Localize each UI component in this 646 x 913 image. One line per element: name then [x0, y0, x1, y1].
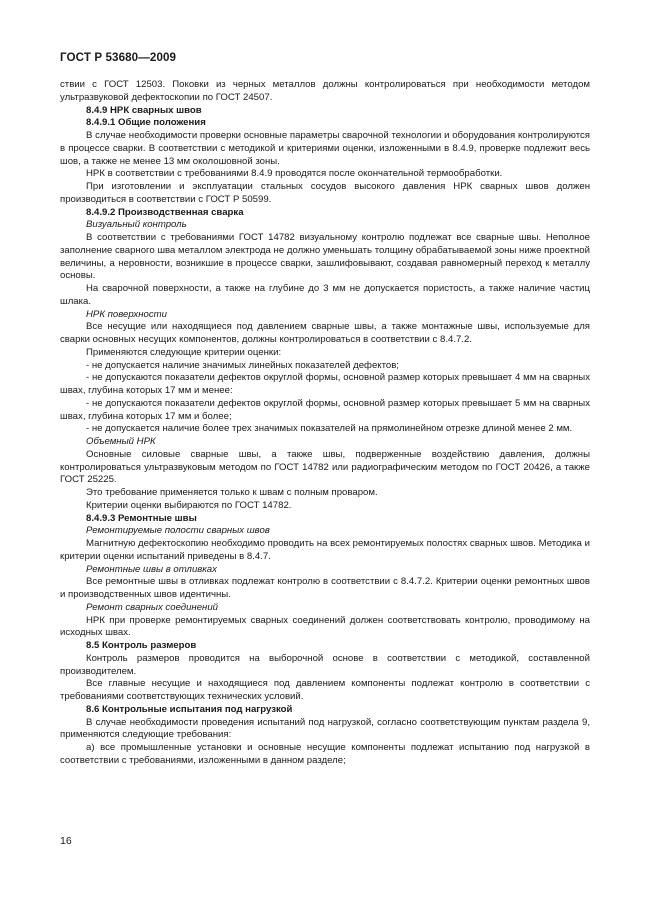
- paragraph: - не допускаются показатели дефектов округлой формы, основной размер которых превышает 4 мм на сварных швах, глубина которых 17 мм и менее:: [60, 372, 590, 396]
- paragraph: Все несущие или находящиеся под давлением сварные швы, а также монтажные швы, используемые для сварки основных несущих компонентов, должны контролироваться в соответствии с 8.4.7.2.: [60, 321, 590, 345]
- subsection-heading: Визуальный контроль: [86, 219, 187, 231]
- paragraph: Критерии оценки выбираются по ГОСТ 14782.: [86, 499, 292, 511]
- paragraph: - не допускается наличие более трех значимых показателей на прямолинейном отрезке длиной менее 2 мм.: [86, 423, 573, 435]
- subsection-heading: НРК поверхности: [86, 308, 167, 320]
- section-heading: 8.4.9.3 Ремонтные швы: [86, 512, 197, 524]
- paragraph: Все главные несущие и находящиеся под давлением компоненты подлежат контролю в соответствии с требованиями соответствующих технических условий.: [60, 678, 590, 702]
- paragraph: Это требование применяется только к швам с полным проваром.: [86, 487, 378, 498]
- paragraph: В соответствии с требованиями ГОСТ 14782 визуальному контролю подлежат все сварные швы. Неполное заполнение сварного шва металлом электрода не должно уменьшать толщину обрабатываемой зоны ниже проектной величины, а неровности, возникшие в процессе сварки, зашлифовывают, создавая равномерный переход к металлу основы.: [60, 232, 590, 282]
- paragraph: ствии с ГОСТ 12503. Поковки из черных металлов должны контролироваться при необходимости методом ультразвуковой дефектоскопии по ГОСТ 24507.: [60, 79, 590, 103]
- subsection-heading: Ремонт сварных соединений: [86, 601, 218, 613]
- paragraph: Применяются следующие критерии оценки:: [86, 346, 282, 358]
- paragraph: Все ремонтные швы в отливках подлежат контролю в соответствии с 8.4.7.2. Критерии оценки ремонтных швов и производственных швов идентичны.: [60, 576, 590, 600]
- document-code-header: ГОСТ Р 53680—2009: [60, 51, 177, 64]
- paragraph: При изготовлении и эксплуатации стальных сосудов высокого давления НРК сварных швов должен производиться в соответствии с ГОСТ Р 50599.: [60, 181, 590, 205]
- page-number: 16: [60, 835, 72, 847]
- paragraph: Магнитную дефектоскопию необходимо проводить на всех ремонтируемых полостях сварных швов. Методика и критерии оценки испытаний приведены в 8.4.7.: [60, 538, 590, 562]
- section-heading: 8.4.9 НРК сварных швов: [86, 104, 202, 116]
- paragraph: НРК в соответствии с требованиями 8.4.9 проводятся после окончательной термообработки.: [86, 168, 503, 180]
- paragraph: На сварочной поверхности, а также на глубине до 3 мм не допускается пористость, а также наличие частиц шлака.: [60, 283, 590, 307]
- paragraph: а) все промышленные установки и основные несущие компоненты подлежат испытанию под нагрузкой в соответствии с требованиями, изложенными в данном разделе;: [60, 742, 590, 766]
- subsection-heading: Объемный НРК: [86, 436, 156, 447]
- paragraph: Основные силовые сварные швы, а также швы, подверженные воздействию давления, должны контролироваться ультразвуковым методом по ГОСТ 14782 или радиографическим методом по ГОСТ 20426, а также ГОСТ 25225.: [60, 448, 590, 486]
- section-heading: 8.5 Контроль размеров: [86, 640, 197, 651]
- section-heading: 8.4.9.1 Общие положения: [86, 117, 206, 129]
- section-heading: 8.4.9.2 Производственная сварка: [86, 206, 244, 218]
- section-heading: 8.6 Контрольные испытания под нагрузкой: [86, 703, 293, 715]
- paragraph: - не допускается наличие значимых линейных показателей дефектов;: [86, 359, 399, 371]
- paragraph: В случае необходимости проверки основные параметры сварочной технологии и оборудования контролируются в процессе сварки. В соответствии с методикой и критериями оценки, изложенными в 8.4.9, проверке подлежит весь шов, а также не менее 13 мм околошовной зоны.: [60, 130, 590, 167]
- paragraph: - не допускаются показатели дефектов округлой формы, основной размер которых превышает 5 мм на сварных швах, глубина которых 17 мм и более;: [60, 397, 590, 422]
- paragraph: В случае необходимости проведения испытаний под нагрузкой, согласно соответствующим пунктам раздела 9, применяются следующие требования:: [60, 716, 590, 741]
- paragraph: Контроль размеров проводится на выборочной основе в соответствии с методикой, составленной производителем.: [60, 652, 590, 677]
- subsection-heading: Ремонтные швы в отливках: [86, 563, 217, 575]
- document-body: [60, 79, 590, 768]
- subsection-heading: Ремонтируемые полости сварных швов: [86, 525, 270, 537]
- paragraph: НРК при проверке ремонтируемых сварных соединений должен соответствовать контролю, проводимому на исходных швах.: [60, 614, 590, 639]
